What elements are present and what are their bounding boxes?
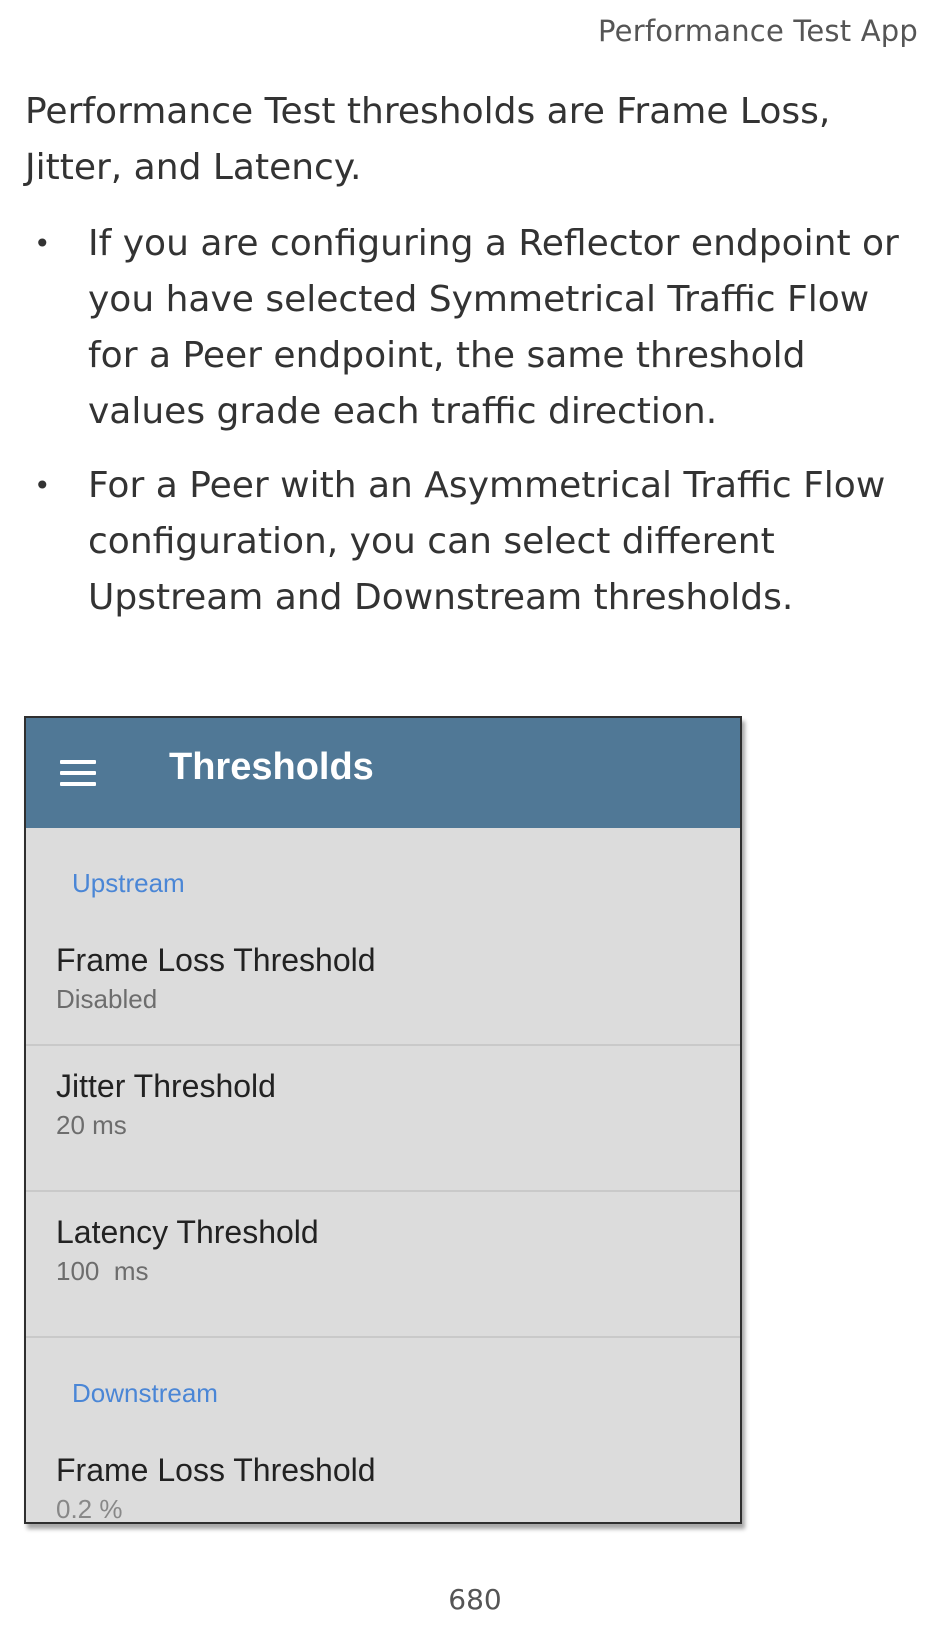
pref-title: Frame Loss Threshold	[56, 942, 376, 978]
thresholds-screenshot	[24, 716, 742, 1524]
bullet-text: For a Peer with an Asymmetrical Traffic Flow configuration, you can select different Upstream and Downstream thresholds.	[88, 465, 886, 618]
upstream-frame-loss-threshold[interactable]	[26, 916, 740, 1046]
downstream-section-header: Downstream	[72, 1378, 218, 1408]
pref-summary: 100 ms	[56, 1256, 149, 1286]
pref-title: Latency Threshold	[56, 1214, 319, 1250]
running-header: Performance Test App	[598, 14, 918, 48]
pref-summary: 20 ms	[56, 1110, 127, 1140]
app-bar	[26, 718, 740, 828]
pref-title: Frame Loss Threshold	[56, 1452, 376, 1488]
bullet-dot: •	[34, 469, 51, 502]
upstream-jitter-threshold[interactable]	[26, 1046, 740, 1192]
bullet-item	[25, 216, 915, 440]
hamburger-menu-icon[interactable]	[60, 760, 96, 786]
pref-summary: 0.2 %	[56, 1494, 123, 1524]
pref-summary: Disabled	[56, 984, 158, 1014]
downstream-frame-loss-threshold[interactable]	[26, 1426, 740, 1524]
upstream-section-header: Upstream	[72, 868, 185, 898]
page-number: 680	[448, 1583, 502, 1616]
intro-paragraph: Performance Test thresholds are Frame Loss, Jitter, and Latency.	[25, 91, 831, 188]
upstream-latency-threshold[interactable]	[26, 1192, 740, 1338]
bullet-list	[25, 216, 915, 644]
app-bar-title: Thresholds	[169, 746, 374, 788]
pref-title: Jitter Threshold	[56, 1068, 276, 1104]
bullet-item	[25, 458, 915, 626]
bullet-text: If you are configuring a Reflector endpoint or you have selected Symmetrical Traffic Flow for a Peer endpoint, the same threshold values grade each traffic direction.	[88, 223, 899, 432]
bullet-dot: •	[34, 227, 51, 260]
